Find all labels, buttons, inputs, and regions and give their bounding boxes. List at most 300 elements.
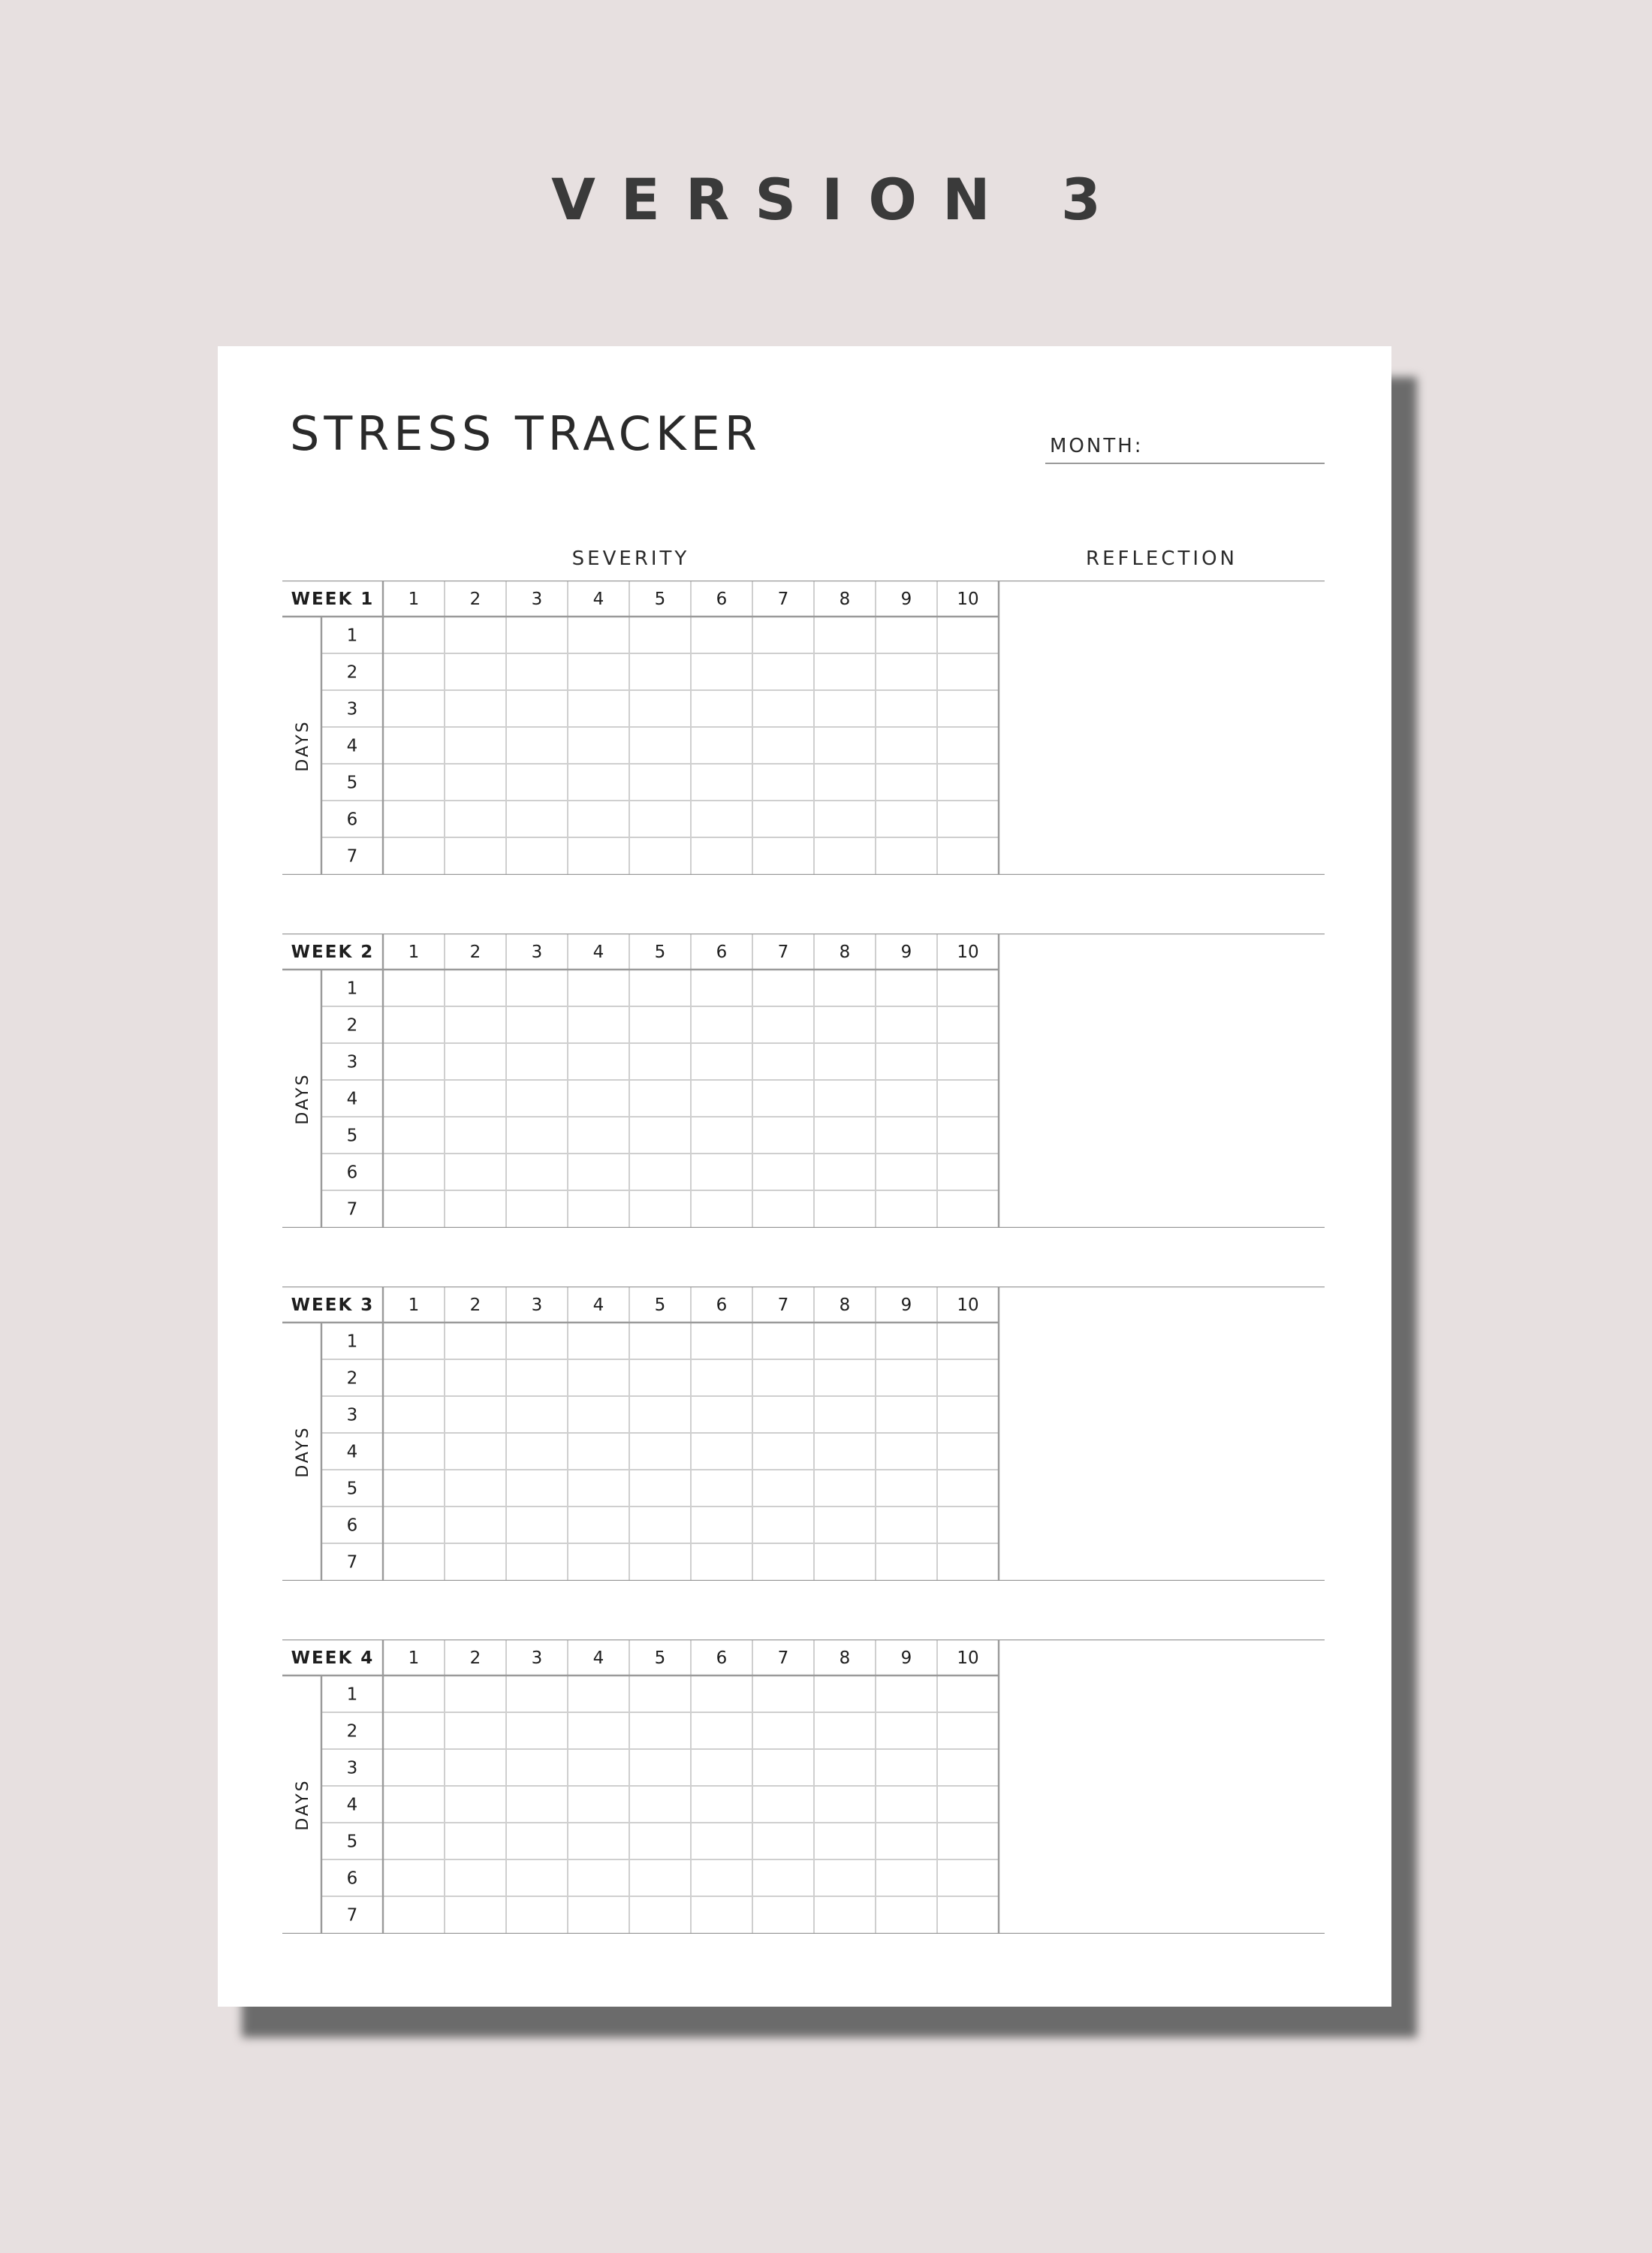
severity-cell[interactable] — [630, 617, 690, 653]
severity-cell[interactable] — [815, 617, 875, 653]
severity-cell[interactable] — [938, 1323, 998, 1359]
severity-cell[interactable] — [692, 1323, 752, 1359]
severity-cell[interactable] — [876, 1434, 936, 1469]
severity-cell[interactable] — [815, 1007, 875, 1042]
severity-cell[interactable] — [876, 691, 936, 726]
week-block — [282, 933, 1325, 1228]
severity-cell[interactable] — [692, 1507, 752, 1543]
severity-cell[interactable] — [568, 1117, 629, 1153]
severity-cell[interactable] — [938, 1191, 998, 1226]
severity-cell[interactable] — [445, 1750, 505, 1785]
severity-cell[interactable] — [630, 1323, 690, 1359]
severity-cell[interactable] — [753, 1897, 813, 1932]
severity-cell[interactable] — [507, 801, 567, 837]
severity-cell[interactable] — [876, 1507, 936, 1543]
severity-cell[interactable] — [876, 765, 936, 800]
reflection-area[interactable] — [1000, 1288, 1323, 1579]
severity-cell[interactable] — [938, 970, 998, 1006]
severity-cell[interactable] — [876, 1713, 936, 1748]
severity-cell[interactable] — [692, 654, 752, 689]
severity-cell[interactable] — [753, 728, 813, 763]
severity-cell[interactable] — [630, 654, 690, 689]
severity-cell[interactable] — [692, 1860, 752, 1896]
severity-cell[interactable] — [692, 1397, 752, 1432]
severity-cell[interactable] — [507, 728, 567, 763]
severity-cell[interactable] — [938, 1360, 998, 1395]
severity-cell[interactable] — [568, 654, 629, 689]
severity-cell[interactable] — [568, 1081, 629, 1116]
severity-cell[interactable] — [876, 1323, 936, 1359]
severity-cell[interactable] — [753, 1081, 813, 1116]
severity-cell[interactable] — [938, 1507, 998, 1543]
severity-cell[interactable] — [630, 728, 690, 763]
severity-cell[interactable] — [692, 1117, 752, 1153]
severity-cell[interactable] — [568, 1713, 629, 1748]
severity-cell[interactable] — [445, 1007, 505, 1042]
severity-cell[interactable] — [384, 1081, 444, 1116]
severity-cell[interactable] — [568, 1191, 629, 1226]
severity-cell[interactable] — [384, 970, 444, 1006]
severity-cell[interactable] — [384, 1117, 444, 1153]
severity-cell[interactable] — [384, 1823, 444, 1859]
severity-cell[interactable] — [630, 1397, 690, 1432]
severity-cell[interactable] — [753, 801, 813, 837]
severity-cell[interactable] — [507, 617, 567, 653]
severity-cell[interactable] — [753, 1787, 813, 1822]
severity-level-label: 9 — [900, 1295, 912, 1315]
severity-cell[interactable] — [568, 1544, 629, 1579]
severity-cell[interactable] — [753, 1191, 813, 1226]
severity-cell[interactable] — [938, 1823, 998, 1859]
severity-cell[interactable] — [938, 654, 998, 689]
severity-level-label: 1 — [408, 943, 420, 962]
severity-cell[interactable] — [568, 1007, 629, 1042]
severity-cell[interactable] — [876, 1860, 936, 1896]
severity-cell[interactable] — [815, 970, 875, 1006]
severity-cell[interactable] — [445, 838, 505, 873]
severity-cell[interactable] — [692, 1823, 752, 1859]
severity-cell[interactable] — [630, 801, 690, 837]
severity-cell[interactable] — [568, 838, 629, 873]
severity-cell[interactable] — [876, 1897, 936, 1932]
severity-cell[interactable] — [507, 1397, 567, 1432]
severity-cell[interactable] — [630, 838, 690, 873]
severity-cell[interactable] — [938, 1154, 998, 1190]
severity-cell[interactable] — [815, 1823, 875, 1859]
severity-cell[interactable] — [507, 1434, 567, 1469]
severity-cell[interactable] — [692, 1044, 752, 1079]
severity-cell[interactable] — [568, 801, 629, 837]
severity-cell[interactable] — [568, 1897, 629, 1932]
severity-cell[interactable] — [753, 1823, 813, 1859]
severity-cell[interactable] — [384, 1860, 444, 1896]
severity-cell[interactable] — [445, 1154, 505, 1190]
severity-cell[interactable] — [507, 1117, 567, 1153]
severity-cell[interactable] — [938, 1676, 998, 1712]
severity-cell[interactable] — [876, 1117, 936, 1153]
severity-cell[interactable] — [692, 728, 752, 763]
severity-cell[interactable] — [568, 1397, 629, 1432]
reflection-area[interactable] — [1000, 582, 1323, 873]
severity-cell[interactable] — [692, 1154, 752, 1190]
severity-cell[interactable] — [815, 765, 875, 800]
severity-cell[interactable] — [630, 1676, 690, 1712]
severity-cell[interactable] — [692, 617, 752, 653]
severity-cell[interactable] — [507, 1823, 567, 1859]
severity-cell[interactable] — [445, 1897, 505, 1932]
severity-cell[interactable] — [630, 765, 690, 800]
severity-cell[interactable] — [876, 1823, 936, 1859]
severity-cell[interactable] — [445, 1470, 505, 1506]
severity-cell[interactable] — [692, 1007, 752, 1042]
severity-cell[interactable] — [630, 1507, 690, 1543]
severity-cell[interactable] — [692, 801, 752, 837]
severity-cell[interactable] — [815, 801, 875, 837]
severity-cell[interactable] — [938, 1544, 998, 1579]
severity-cell[interactable] — [753, 1323, 813, 1359]
severity-cell[interactable] — [445, 1081, 505, 1116]
severity-cell[interactable] — [384, 801, 444, 837]
severity-cell[interactable] — [445, 1676, 505, 1712]
severity-cell[interactable] — [753, 838, 813, 873]
severity-cell[interactable] — [815, 1470, 875, 1506]
severity-cell[interactable] — [692, 765, 752, 800]
severity-cell[interactable] — [938, 691, 998, 726]
severity-cell[interactable] — [630, 1750, 690, 1785]
severity-cell[interactable] — [384, 1154, 444, 1190]
severity-cell[interactable] — [876, 1787, 936, 1822]
severity-cell[interactable] — [568, 1750, 629, 1785]
severity-cell[interactable] — [938, 1713, 998, 1748]
severity-cell[interactable] — [384, 1470, 444, 1506]
severity-cell[interactable] — [630, 970, 690, 1006]
severity-cell[interactable] — [568, 1154, 629, 1190]
severity-cell[interactable] — [445, 617, 505, 653]
severity-cell[interactable] — [753, 654, 813, 689]
severity-cell[interactable] — [815, 1897, 875, 1932]
severity-cell[interactable] — [568, 1823, 629, 1859]
severity-cell[interactable] — [507, 1507, 567, 1543]
severity-cell[interactable] — [568, 970, 629, 1006]
severity-cell[interactable] — [876, 1676, 936, 1712]
severity-cell[interactable] — [938, 1081, 998, 1116]
severity-cell[interactable] — [876, 1007, 936, 1042]
severity-cell[interactable] — [753, 1544, 813, 1579]
day-number-label: 6 — [346, 1163, 358, 1183]
severity-cell[interactable] — [630, 1860, 690, 1896]
severity-cell[interactable] — [815, 1397, 875, 1432]
severity-cell[interactable] — [938, 1434, 998, 1469]
severity-cell[interactable] — [753, 1154, 813, 1190]
severity-cell[interactable] — [630, 1081, 690, 1116]
severity-cell[interactable] — [692, 1897, 752, 1932]
severity-cell[interactable] — [507, 1787, 567, 1822]
severity-cell[interactable] — [568, 1787, 629, 1822]
week-label: WEEK 2 — [291, 943, 375, 962]
severity-cell[interactable] — [815, 1544, 875, 1579]
severity-cell[interactable] — [815, 1676, 875, 1712]
severity-cell[interactable] — [876, 1470, 936, 1506]
severity-level-label: 4 — [592, 590, 604, 609]
severity-cell[interactable] — [384, 1787, 444, 1822]
severity-cell[interactable] — [445, 1323, 505, 1359]
severity-cell[interactable] — [384, 1750, 444, 1785]
severity-cell[interactable] — [938, 1897, 998, 1932]
severity-cell[interactable] — [384, 1507, 444, 1543]
severity-cell[interactable] — [445, 1507, 505, 1543]
severity-cell[interactable] — [692, 1544, 752, 1579]
severity-cell[interactable] — [876, 970, 936, 1006]
severity-cell[interactable] — [876, 728, 936, 763]
severity-cell[interactable] — [384, 1897, 444, 1932]
severity-cell[interactable] — [630, 1191, 690, 1226]
severity-cell[interactable] — [753, 765, 813, 800]
severity-cell[interactable] — [753, 1007, 813, 1042]
severity-cell[interactable] — [692, 1081, 752, 1116]
severity-cell[interactable] — [876, 1360, 936, 1395]
severity-cell[interactable] — [692, 1470, 752, 1506]
severity-cell[interactable] — [445, 691, 505, 726]
severity-cell[interactable] — [630, 1470, 690, 1506]
severity-cell[interactable] — [568, 1360, 629, 1395]
severity-cell[interactable] — [507, 1750, 567, 1785]
severity-cell[interactable] — [692, 970, 752, 1006]
severity-cell[interactable] — [876, 1544, 936, 1579]
severity-cell[interactable] — [384, 691, 444, 726]
severity-cell[interactable] — [445, 1787, 505, 1822]
severity-cell[interactable] — [384, 617, 444, 653]
severity-cell[interactable] — [815, 1507, 875, 1543]
severity-cell[interactable] — [568, 728, 629, 763]
page-title: STRESS TRACKER — [290, 406, 761, 461]
severity-cell[interactable] — [445, 1860, 505, 1896]
severity-cell[interactable] — [384, 1191, 444, 1226]
severity-cell[interactable] — [815, 1360, 875, 1395]
severity-cell[interactable] — [630, 691, 690, 726]
severity-cell[interactable] — [384, 1044, 444, 1079]
severity-cell[interactable] — [630, 1044, 690, 1079]
severity-cell[interactable] — [507, 1191, 567, 1226]
severity-cell[interactable] — [445, 1823, 505, 1859]
month-input-line[interactable] — [1045, 463, 1325, 464]
severity-cell[interactable] — [507, 970, 567, 1006]
severity-cell[interactable] — [938, 1117, 998, 1153]
severity-cell[interactable] — [384, 1397, 444, 1432]
severity-cell[interactable] — [938, 1470, 998, 1506]
severity-cell[interactable] — [753, 1860, 813, 1896]
severity-cell[interactable] — [692, 1713, 752, 1748]
severity-cell[interactable] — [384, 728, 444, 763]
severity-cell[interactable] — [630, 1787, 690, 1822]
severity-cell[interactable] — [753, 1044, 813, 1079]
severity-cell[interactable] — [876, 838, 936, 873]
severity-cell[interactable] — [876, 1191, 936, 1226]
severity-cell[interactable] — [753, 1117, 813, 1153]
severity-cell[interactable] — [938, 728, 998, 763]
severity-cell[interactable] — [876, 1750, 936, 1785]
severity-cell[interactable] — [630, 1360, 690, 1395]
severity-cell[interactable] — [507, 1860, 567, 1896]
severity-cell[interactable] — [876, 1081, 936, 1116]
severity-cell[interactable] — [445, 765, 505, 800]
severity-cell[interactable] — [938, 1044, 998, 1079]
severity-cell[interactable] — [445, 1191, 505, 1226]
reflection-area[interactable] — [1000, 935, 1323, 1226]
severity-cell[interactable] — [692, 1787, 752, 1822]
severity-cell[interactable] — [507, 765, 567, 800]
tracker-page — [218, 346, 1391, 2007]
severity-cell[interactable] — [507, 1897, 567, 1932]
severity-cell[interactable] — [876, 1397, 936, 1432]
severity-cell[interactable] — [815, 1434, 875, 1469]
severity-cell[interactable] — [692, 1434, 752, 1469]
severity-cell[interactable] — [507, 1544, 567, 1579]
severity-cell[interactable] — [568, 1044, 629, 1079]
severity-cell[interactable] — [384, 765, 444, 800]
severity-cell[interactable] — [815, 1713, 875, 1748]
severity-cell[interactable] — [938, 1787, 998, 1822]
severity-cell[interactable] — [445, 1117, 505, 1153]
severity-cell[interactable] — [630, 1544, 690, 1579]
severity-cell[interactable] — [568, 1676, 629, 1712]
severity-cell[interactable] — [938, 801, 998, 837]
severity-cell[interactable] — [568, 1323, 629, 1359]
severity-cell[interactable] — [815, 691, 875, 726]
severity-cell[interactable] — [568, 765, 629, 800]
severity-cell[interactable] — [507, 1676, 567, 1712]
severity-cell[interactable] — [445, 728, 505, 763]
severity-cell[interactable] — [753, 970, 813, 1006]
severity-cell[interactable] — [630, 1007, 690, 1042]
severity-cell[interactable] — [507, 1323, 567, 1359]
severity-cell[interactable] — [753, 1750, 813, 1785]
severity-cell[interactable] — [445, 1360, 505, 1395]
severity-cell[interactable] — [692, 1750, 752, 1785]
severity-cell[interactable] — [692, 1676, 752, 1712]
severity-cell[interactable] — [507, 1154, 567, 1190]
severity-cell[interactable] — [568, 617, 629, 653]
severity-cell[interactable] — [753, 1360, 813, 1395]
severity-cell[interactable] — [384, 1360, 444, 1395]
severity-cell[interactable] — [753, 1676, 813, 1712]
severity-cell[interactable] — [938, 838, 998, 873]
severity-cell[interactable] — [876, 1044, 936, 1079]
severity-cell[interactable] — [507, 1044, 567, 1079]
severity-cell[interactable] — [753, 617, 813, 653]
severity-cell[interactable] — [445, 1713, 505, 1748]
severity-cell[interactable] — [938, 1750, 998, 1785]
severity-cell[interactable] — [753, 691, 813, 726]
severity-cell[interactable] — [568, 691, 629, 726]
severity-cell[interactable] — [568, 1860, 629, 1896]
severity-cell[interactable] — [445, 801, 505, 837]
severity-cell[interactable] — [507, 838, 567, 873]
severity-cell[interactable] — [815, 1081, 875, 1116]
severity-cell[interactable] — [507, 654, 567, 689]
severity-cell[interactable] — [384, 1434, 444, 1469]
severity-cell[interactable] — [753, 1397, 813, 1432]
day-number-label: 4 — [346, 1795, 358, 1815]
severity-cell[interactable] — [445, 1434, 505, 1469]
severity-cell[interactable] — [445, 1544, 505, 1579]
severity-cell[interactable] — [876, 801, 936, 837]
severity-cell[interactable] — [445, 970, 505, 1006]
severity-cell[interactable] — [568, 1507, 629, 1543]
severity-cell[interactable] — [692, 838, 752, 873]
severity-cell[interactable] — [753, 1713, 813, 1748]
severity-cell[interactable] — [507, 691, 567, 726]
severity-cell[interactable] — [507, 1470, 567, 1506]
severity-cell[interactable] — [384, 1544, 444, 1579]
severity-cell[interactable] — [815, 1154, 875, 1190]
severity-cell[interactable] — [630, 1823, 690, 1859]
severity-level-label: 7 — [777, 943, 789, 962]
severity-cell[interactable] — [753, 1470, 813, 1506]
severity-cell[interactable] — [630, 1154, 690, 1190]
severity-cell[interactable] — [815, 1787, 875, 1822]
severity-cell[interactable] — [507, 1007, 567, 1042]
severity-cell[interactable] — [568, 1470, 629, 1506]
severity-cell[interactable] — [938, 1860, 998, 1896]
severity-cell[interactable] — [815, 1117, 875, 1153]
severity-cell[interactable] — [815, 1750, 875, 1785]
severity-cell[interactable] — [384, 1676, 444, 1712]
week-grid — [282, 581, 1325, 875]
severity-cell[interactable] — [938, 1007, 998, 1042]
severity-cell[interactable] — [876, 1154, 936, 1190]
severity-cell[interactable] — [815, 1860, 875, 1896]
severity-cell[interactable] — [507, 1081, 567, 1116]
week-grid — [282, 1639, 1325, 1934]
severity-cell[interactable] — [568, 1434, 629, 1469]
severity-cell[interactable] — [938, 765, 998, 800]
severity-cell[interactable] — [445, 1397, 505, 1432]
severity-cell[interactable] — [630, 1713, 690, 1748]
day-number-label: 7 — [346, 846, 358, 867]
severity-cell[interactable] — [384, 1713, 444, 1748]
severity-cell[interactable] — [692, 1191, 752, 1226]
severity-cell[interactable] — [815, 838, 875, 873]
severity-cell[interactable] — [753, 1434, 813, 1469]
severity-cell[interactable] — [630, 1434, 690, 1469]
severity-cell[interactable] — [815, 654, 875, 689]
severity-cell[interactable] — [445, 1044, 505, 1079]
severity-cell[interactable] — [938, 1397, 998, 1432]
severity-cell[interactable] — [630, 1897, 690, 1932]
severity-cell[interactable] — [384, 1007, 444, 1042]
severity-cell[interactable] — [815, 1323, 875, 1359]
severity-cell[interactable] — [507, 1360, 567, 1395]
severity-cell[interactable] — [384, 654, 444, 689]
severity-cell[interactable] — [630, 1117, 690, 1153]
day-number-label: 3 — [346, 1052, 358, 1072]
reflection-area[interactable] — [1000, 1641, 1323, 1932]
severity-cell[interactable] — [815, 1191, 875, 1226]
severity-cell[interactable] — [815, 1044, 875, 1079]
severity-cell[interactable] — [692, 1360, 752, 1395]
severity-cell[interactable] — [507, 1713, 567, 1748]
severity-cell[interactable] — [876, 617, 936, 653]
severity-cell[interactable] — [753, 1507, 813, 1543]
severity-cell[interactable] — [815, 728, 875, 763]
severity-cell[interactable] — [445, 654, 505, 689]
severity-cell[interactable] — [876, 654, 936, 689]
severity-cell[interactable] — [692, 691, 752, 726]
severity-cell[interactable] — [384, 1323, 444, 1359]
day-number-label: 1 — [346, 979, 358, 999]
severity-cell[interactable] — [384, 838, 444, 873]
severity-cell[interactable] — [938, 617, 998, 653]
